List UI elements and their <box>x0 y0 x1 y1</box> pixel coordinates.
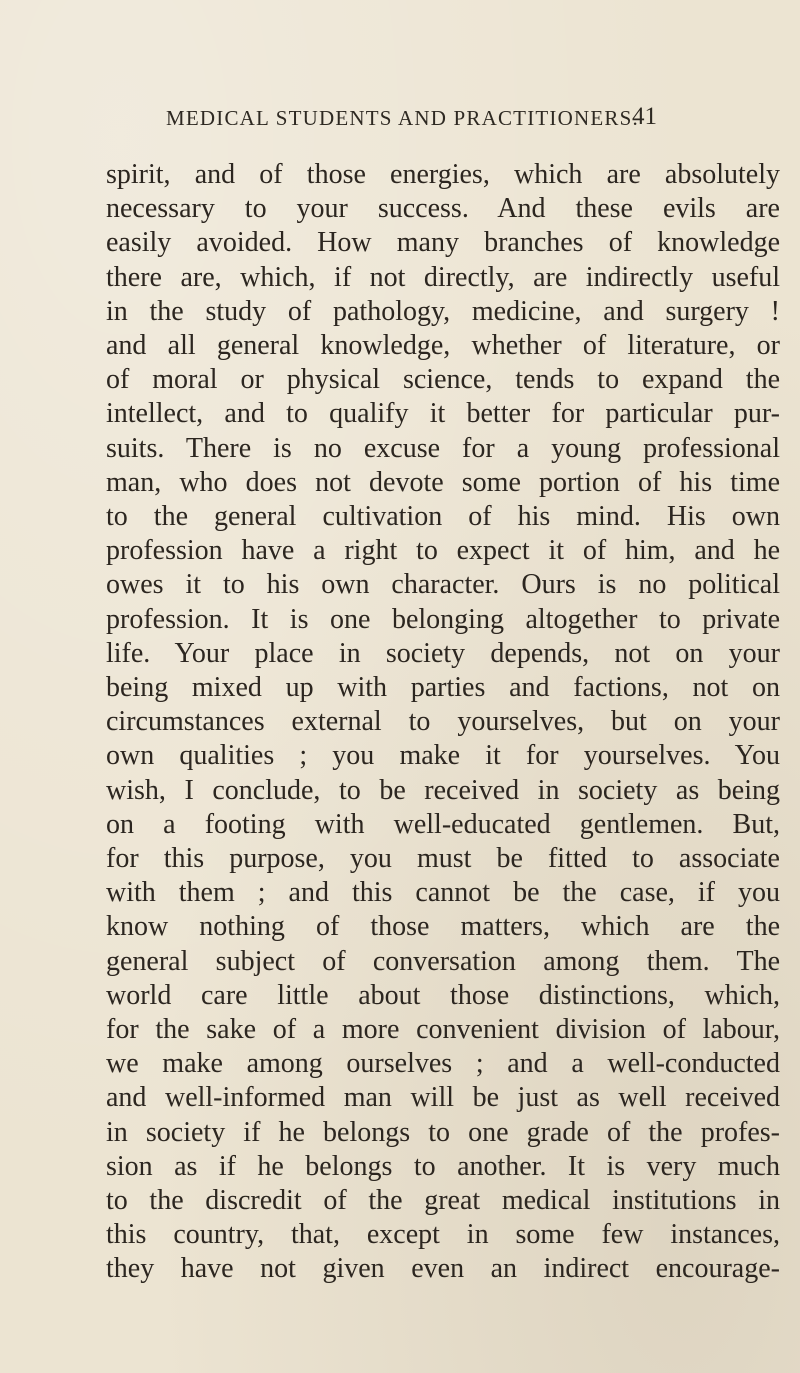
text-line: wish, I conclude, to be received in society as being <box>106 774 780 806</box>
text-line: this country, that, except in some few instances, <box>106 1219 780 1251</box>
text-line: suits. There is no excuse for a young professional <box>106 432 780 464</box>
running-title: MEDICAL STUDENTS AND PRACTITIONERS. <box>166 106 639 130</box>
text-line: spirit, and of those energies, which are absolutely <box>106 159 780 190</box>
text-line: in the study of pathology, medicine, and surgery ! <box>106 295 780 327</box>
text-line: intellect, and to qualify it better for particular pur- <box>106 398 780 430</box>
text-line: being mixed up with parties and factions, not on <box>106 672 780 703</box>
text-line: for the sake of a more convenient division of labour, <box>106 1014 780 1045</box>
text-line: and well-informed man will be just as well received <box>106 1082 780 1114</box>
text-line: to the discredit of the great medical institutions in <box>106 1185 780 1216</box>
text-line: owes it to his own character. Ours is no political <box>106 569 780 601</box>
page-number: 41 <box>632 103 657 130</box>
text-line: general subject of conversation among them. The <box>106 945 780 977</box>
text-line: profession have a right to expect it of him, and he <box>106 535 780 567</box>
text-line: for this purpose, you must be fitted to associate <box>106 843 780 874</box>
text-line: necessary to your success. And these evils are <box>106 193 780 225</box>
text-line: of moral or physical science, tends to expand the <box>106 364 780 396</box>
text-line: circumstances external to yourselves, but on your <box>106 706 780 738</box>
text-line: there are, which, if not directly, are indirectly useful <box>106 261 780 293</box>
text-line: profession. It is one belonging altogether to private <box>106 603 780 635</box>
text-line: they have not given even an indirect encourage- <box>106 1253 780 1285</box>
text-line: sion as if he belongs to another. It is very much <box>106 1150 780 1182</box>
text-line: own qualities ; you make it for yourselves. You <box>106 740 780 772</box>
text-line: man, who does not devote some portion of his time <box>106 466 780 498</box>
text-line: life. Your place in society depends, not on your <box>106 637 780 669</box>
text-line: in society if he belongs to one grade of the profes- <box>106 1116 780 1148</box>
text-line: world care little about those distinctions, which, <box>106 979 780 1011</box>
text-line: know nothing of those matters, which are the <box>106 911 780 943</box>
text-line: on a footing with well-educated gentlemen. But, <box>106 808 780 840</box>
text-line: easily avoided. How many branches of knowledge <box>106 227 780 259</box>
text-line: with them ; and this cannot be the case, if you <box>106 877 780 909</box>
text-line: we make among ourselves ; and a well-conducted <box>106 1048 780 1080</box>
text-line: to the general cultivation of his mind. His own <box>106 501 780 532</box>
running-head <box>166 103 766 136</box>
text-line: and all general knowledge, whether of literature, or <box>106 330 780 361</box>
